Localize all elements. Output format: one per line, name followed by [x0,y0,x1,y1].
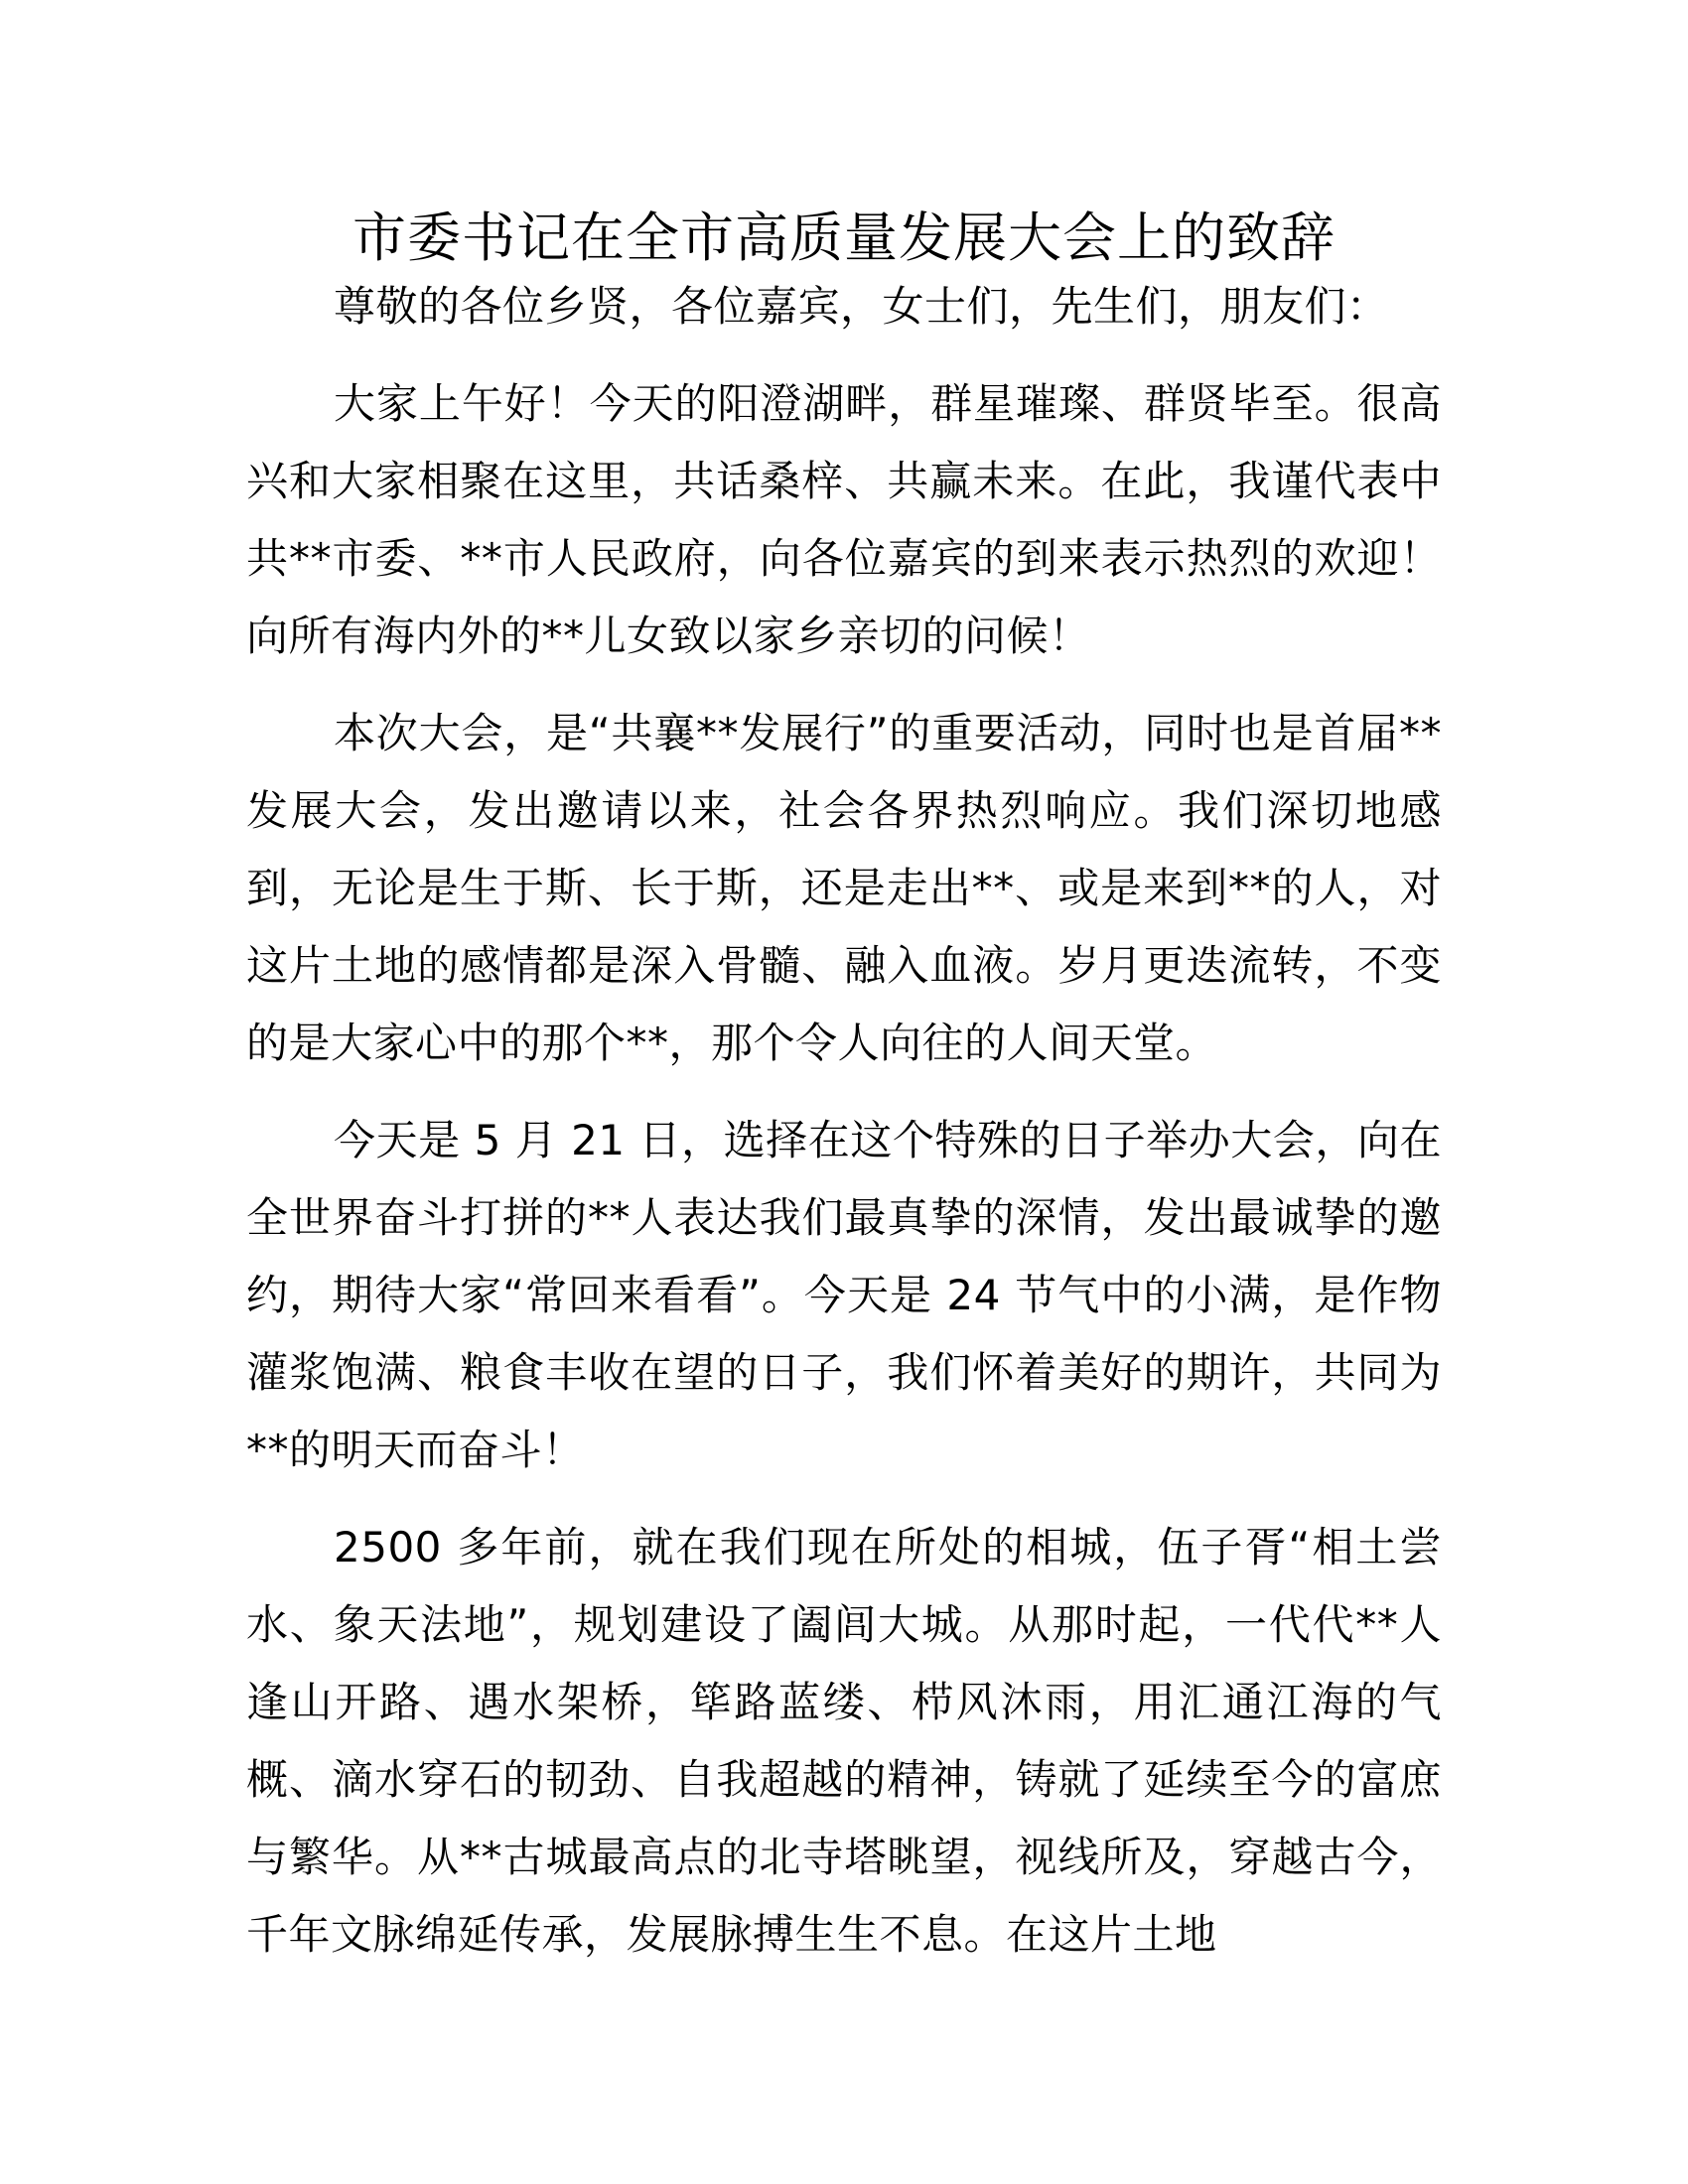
salutation-paragraph: 尊敬的各位乡贤，各位嘉宾，女士们，先生们，朋友们： [334,282,1389,331]
date-paragraph: 今天是 5 月 21 日，选择在这个特殊的日子举办大会，向在全世界奋斗打拼的**人表达我们最真挚的深情，发出最诚挚的邀约，期待大家“常回来看看”。今天是 24 节气中的小满，是作物灌浆饱满、粮食丰收在望的日子，我们怀着美好的期许，共同为**的明天而奋斗！ [246,1116,1442,1474]
document-body [246,268,1442,1993]
history-paragraph: 2500 多年前，就在我们现在所处的相城，伍子胥“相土尝水、象天法地”，规划建设了阖闾大城。从那时起，一代代**人逢山开路、遇水架桥，筚路蓝缕、栉风沐雨，用汇通江海的气概、滴水穿石的韧劲、自我超越的精神，铸就了延续至今的富庶与繁华。从**古城最高点的北寺塔眺望，视线所及，穿越古今，千年文脉绵延传承，发展脉搏生生不息。在这片土地 [246,1523,1442,1959]
document-title: 市委书记在全市高质量发展大会上的致辞 [352,206,1336,269]
greeting-paragraph: 大家上午好！今天的阳澄湖畔，群星璀璨、群贤毕至。很高兴和大家相聚在这里，共话桑梓、共赢未来。在此，我谨代表中共**市委、**市人民政府，向各位嘉宾的到来表示热烈的欢迎！向所有海内外的**儿女致以家乡亲切的问候！ [246,379,1442,660]
conference-paragraph: 本次大会，是“共襄**发展行”的重要活动，同时也是首届**发展大会，发出邀请以来，社会各界热烈响应。我们深切地感到，无论是生于斯、长于斯，还是走出**、或是来到**的人，对这片土地的感情都是深入骨髓、融入血液。岁月更迭流转，不变的是大家心中的那个**，那个令人向往的人间天堂。 [246,709,1442,1067]
